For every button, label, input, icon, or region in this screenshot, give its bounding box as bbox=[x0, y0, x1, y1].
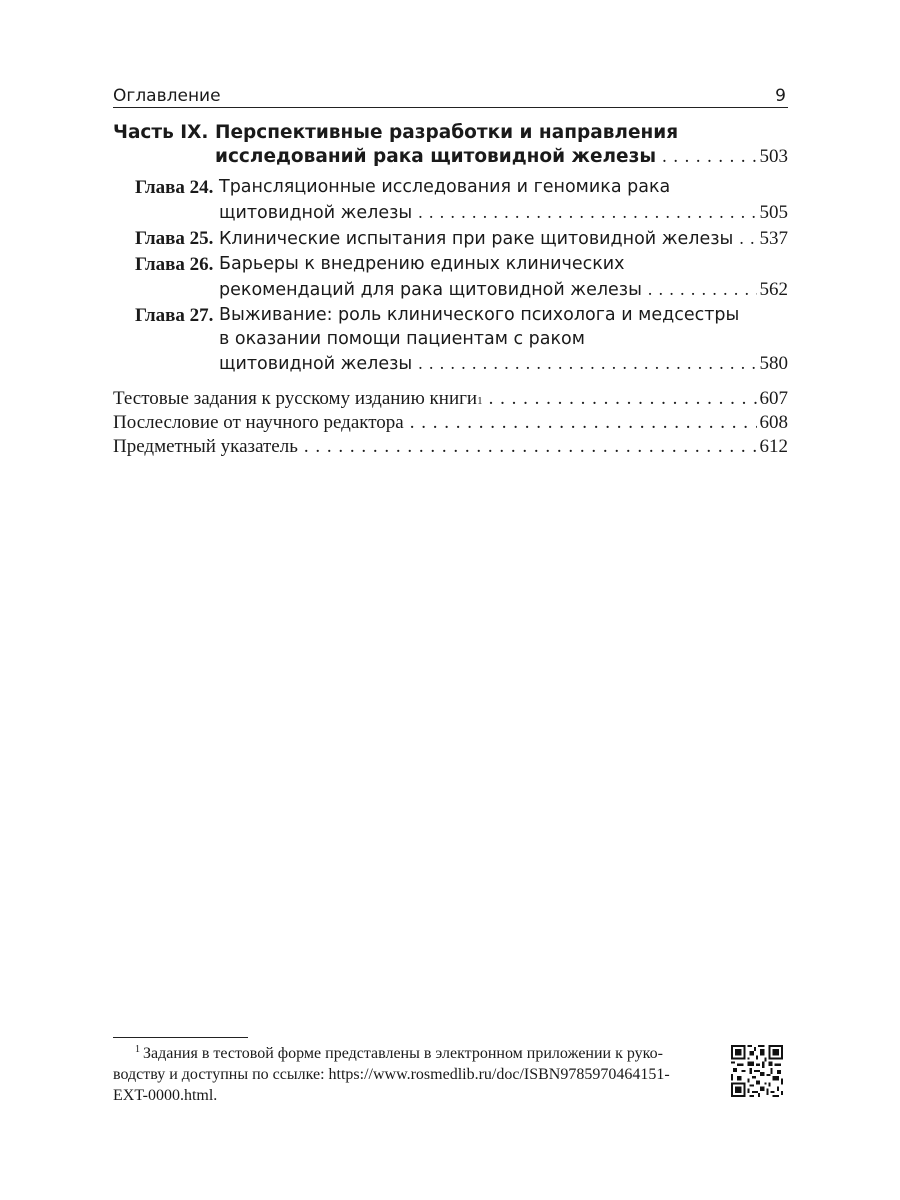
chapter-title-line2: щитовидной железы bbox=[219, 203, 413, 223]
chapter-page: 562 bbox=[759, 279, 788, 300]
entry-title: Послесловие от научного редактора bbox=[113, 412, 404, 433]
chapter-title-line1: Клинические испытания при раке щитовидной железы bbox=[219, 229, 734, 249]
chapter-title-line1: Выживание: роль клинического психолога и медсестры bbox=[219, 305, 740, 325]
toc-entry-afterword[interactable] bbox=[113, 412, 788, 436]
chapter-page: 537 bbox=[759, 228, 788, 249]
toc-back-matter bbox=[113, 388, 788, 460]
entry-page: 607 bbox=[759, 388, 788, 409]
dot-leader bbox=[489, 388, 757, 410]
part-title-line2: исследований рака щитовидной железы bbox=[215, 146, 657, 167]
chapter-title-line1: Барьеры к внедрению единых клинических bbox=[219, 254, 625, 274]
footnote-line3[interactable]: EXT-0000.html. bbox=[113, 1087, 218, 1104]
chapter-label: Глава 25. bbox=[135, 228, 214, 249]
footnote-marker: 1 bbox=[135, 1043, 140, 1055]
toc-part-ix[interactable] bbox=[113, 120, 788, 170]
dot-leader bbox=[410, 412, 757, 434]
page-number: 9 bbox=[775, 86, 786, 106]
part-title-line1: Перспективные разработки и направления bbox=[215, 122, 679, 143]
chapter-label: Глава 26. bbox=[135, 254, 214, 275]
dot-leader bbox=[739, 228, 756, 249]
toc-chapter-26[interactable] bbox=[113, 254, 788, 305]
dot-leader bbox=[304, 436, 757, 458]
part-page: 503 bbox=[759, 146, 788, 167]
dot-leader bbox=[648, 279, 757, 300]
chapter-title-line2: в оказании помощи пациентам с раком bbox=[219, 329, 585, 349]
table-of-contents bbox=[113, 120, 788, 460]
header-divider bbox=[113, 107, 788, 108]
running-head-title: Оглавление bbox=[113, 86, 221, 106]
footnote-line2[interactable]: водству и доступны по ссылке: https://www.rosmedlib.ru/doc/ISBN9785970464151- bbox=[113, 1066, 670, 1083]
chapter-page: 505 bbox=[759, 202, 788, 223]
chapter-title-line3: щитовидной железы bbox=[219, 354, 413, 374]
dot-leader bbox=[418, 202, 756, 223]
toc-chapter-27[interactable] bbox=[113, 305, 788, 380]
footnote bbox=[113, 1043, 718, 1106]
footnote-line1: Задания в тестовой форме представлены в электронном приложении к руко- bbox=[143, 1045, 663, 1062]
chapter-label: Глава 24. bbox=[135, 177, 214, 198]
chapter-label: Глава 27. bbox=[135, 305, 214, 326]
part-label: Часть IX. bbox=[113, 122, 209, 143]
qr-code-icon[interactable] bbox=[731, 1045, 783, 1097]
toc-entry-tests[interactable]: Тестовые задания к русскому изданию книги 1 . . . 607 bbox=[113, 388, 788, 412]
toc-chapter-24[interactable] bbox=[113, 177, 788, 228]
entry-page: 612 bbox=[759, 436, 788, 457]
dot-leader bbox=[418, 353, 756, 374]
toc-entry-index[interactable] bbox=[113, 436, 788, 460]
entry-title: Тестовые задания к русскому изданию книги bbox=[113, 388, 478, 409]
running-head bbox=[113, 84, 788, 108]
chapter-title-line2: рекомендаций для рака щитовидной железы bbox=[219, 280, 642, 300]
chapter-page: 580 bbox=[759, 353, 788, 374]
chapter-title-line1: Трансляционные исследования и геномика рака bbox=[219, 177, 671, 197]
dot-leader bbox=[662, 147, 756, 168]
footnote-divider bbox=[113, 1037, 248, 1038]
entry-title: Предметный указатель bbox=[113, 436, 298, 457]
toc-chapter-25[interactable] bbox=[113, 228, 788, 254]
entry-page: 608 bbox=[759, 412, 788, 433]
